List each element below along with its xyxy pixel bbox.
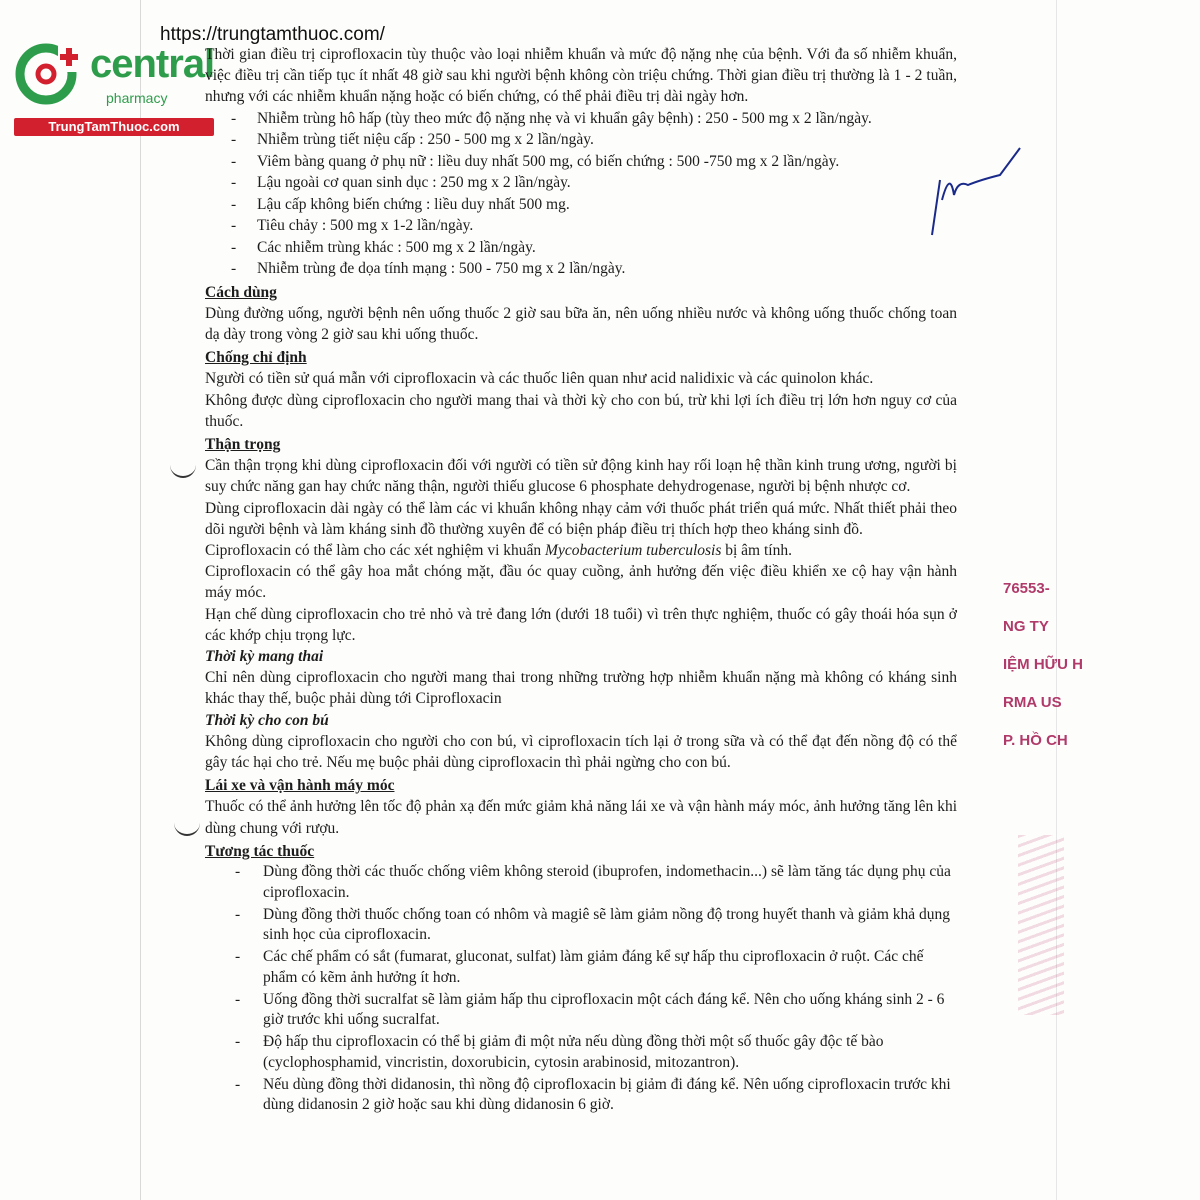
dosage-list: [205, 108, 957, 280]
interactions-heading: Tương tác thuốc: [205, 842, 315, 860]
list-item: - Tiêu chảy : 500 mg x 1-2 lần/ngày.: [205, 215, 957, 237]
breastfeeding-heading: Thời kỳ cho con bú: [205, 711, 329, 729]
document-body: [205, 44, 957, 1117]
list-item: - Nếu dùng đồng thời didanosin, thì nồng độ ciprofloxacin bị giảm đi đáng kể. Nên uống ciprofloxacin trước khi dùng didanosin 2 giờ hoặc sau khi dùng didanosin 6 giờ.: [205, 1075, 957, 1116]
pregnancy-heading: Thời kỳ mang thai: [205, 648, 324, 666]
punch-hole-mark: [174, 820, 200, 836]
company-stamp: [995, 580, 1083, 760]
list-item: - Nhiễm trùng tiết niệu cấp : 250 - 500 mg x 2 lần/ngày.: [205, 129, 957, 151]
logo-subtitle: pharmacy: [106, 90, 168, 106]
contraindications-text-1: Người có tiền sử quá mẫn với ciprofloxacin và các thuốc liên quan như acid nalidixic và các quinolon khác.: [205, 370, 874, 388]
driving-heading: Lái xe và vận hành máy móc: [205, 777, 395, 795]
stamp-partial: [1018, 835, 1064, 1015]
list-item: - Nhiễm trùng hô hấp (tùy theo mức độ nặng nhẹ và vi khuẩn gây bệnh) : 250 - 500 mg x 2 lần/ngày.: [205, 108, 957, 130]
list-item: - Viêm bàng quang ở phụ nữ : liều duy nhất 500 mg, có biến chứng : 500 -750 mg x 2 lần/ngày.: [205, 151, 957, 173]
contraindications-text-2: Không được dùng ciprofloxacin cho người mang thai và thời kỳ cho con bú, trừ khi lợi ích điều trị lớn hơn nguy cơ của thuốc.: [205, 391, 957, 430]
intro-paragraph: Thời gian điều trị ciprofloxacin tùy thuộc vào loại nhiễm khuẩn và mức độ nặng nhẹ của bệnh. Với đa số nhiễm khuẩn, việc điều trị cần tiếp tục ít nhất 48 giờ sau khi người bệnh không còn triệu chứng. Thời gian điều trị thường là 1 - 2 tuần, nhưng với các nhiễm khuẩn nặng hoặc có biến chứng, có thể phải điều trị dài ngày hơn.: [205, 46, 957, 106]
usage-heading: Cách dùng: [205, 283, 277, 301]
stamp-line: IỆM HỮU H: [1003, 656, 1083, 673]
paper-edge-left: [140, 0, 141, 1200]
bacterium-name: Mycobacterium tuberculosis: [545, 542, 722, 560]
breastfeeding-text: Không dùng ciprofloxacin cho người cho con bú, vì ciprofloxacin tích lại ở trong sữa và có thể đạt đến nồng độ có thể gây tác hại cho trẻ. Nếu mẹ buộc phải dùng ciprofloxacin thì phải ngừng cho con bú.: [205, 732, 957, 772]
list-item: - Nhiễm trùng đe dọa tính mạng : 500 - 750 mg x 2 lần/ngày.: [205, 258, 957, 280]
precautions-text-3-before: Ciprofloxacin có thể làm cho các xét nghiệm vi khuẩn: [205, 542, 546, 560]
logo-name: central: [90, 42, 215, 86]
stamp-line: 76553-: [1003, 580, 1050, 597]
interactions-list: [205, 862, 957, 1116]
site-url[interactable]: https://trungtamthuoc.com/: [160, 24, 385, 45]
precautions-text-4: Ciprofloxacin có thể gây hoa mắt chóng mặt, đầu óc quay cuồng, ảnh hưởng đến việc điều khiển xe cộ hay vận hành máy móc.: [205, 563, 957, 602]
list-item: - Độ hấp thu ciprofloxacin có thể bị giảm đi một nửa nếu dùng đồng thời một số thuốc gây độc tế bào (cyclophosphamid, vincristin, doxorubicin, cytosin arabinosid, mitozantron).: [205, 1032, 957, 1073]
precautions-heading: Thận trọng: [205, 436, 281, 454]
pharmacy-logo[interactable]: [10, 38, 220, 138]
precautions-text-1: Cần thận trọng khi dùng ciprofloxacin đối với người có tiền sử động kinh hay rối loạn hệ thần kinh trung ương, người bị suy chức năng gan hay chức năng thận, người thiếu glucose 6 phosphate dehydrogenase, người bị bệnh nhược cơ.: [205, 457, 957, 496]
logo-banner: TrungTamThuoc.com: [14, 118, 214, 136]
list-item: - Dùng đồng thời các thuốc chống viêm không steroid (ibuprofen, indomethacin...) sẽ làm tăng tác dụng phụ của ciprofloxacin.: [205, 862, 957, 903]
driving-text: Thuốc có thể ảnh hưởng lên tốc độ phản xạ đến mức giảm khả năng lái xe và vận hành máy móc, ảnh hưởng tăng lên khi dùng chung với rượu.: [205, 798, 957, 837]
precautions-text-3: [205, 540, 957, 561]
usage-text: Dùng đường uống, người bệnh nên uống thuốc 2 giờ sau bữa ăn, nên uống nhiều nước và không uống thuốc chống toan dạ dày trong vòng 2 giờ sau khi uống thuốc.: [205, 304, 957, 344]
punch-hole-mark: [170, 462, 196, 478]
stamp-line: NG TY: [1003, 618, 1049, 635]
list-item: - Lậu cấp không biến chứng : liều duy nhất 500 mg.: [205, 194, 957, 216]
list-item: - Uống đồng thời sucralfat sẽ làm giảm hấp thu ciprofloxacin một cách đáng kể. Nên cho uống kháng sinh 2 - 6 giờ trước khi uống sucralfat.: [205, 990, 957, 1031]
list-item: - Lậu ngoài cơ quan sinh dục : 250 mg x 2 lần/ngày.: [205, 172, 957, 194]
list-item: - Các chế phẩm có sắt (fumarat, gluconat, sulfat) làm giảm đáng kể sự hấp thu ciprofloxacin ở ruột. Các chế phẩm có kẽm ảnh hưởng ít hơn.: [205, 947, 957, 988]
pharmacy-logo-icon: [10, 38, 90, 118]
stamp-line: P. HỒ CH: [1003, 732, 1068, 749]
signature: [920, 140, 1030, 250]
stamp-line: RMA US: [1003, 694, 1062, 711]
list-item: - Dùng đồng thời thuốc chống toan có nhôm và magiê sẽ làm giảm nồng độ trong huyết thanh và giảm khả dụng sinh học của ciprofloxacin.: [205, 905, 957, 946]
precautions-text-2: Dùng ciprofloxacin dài ngày có thể làm các vi khuẩn không nhạy cảm với thuốc phát triển quá mức. Nhất thiết phải theo dõi người bệnh và làm kháng sinh đồ thường xuyên để có biện pháp điều trị thích hợp theo kháng sinh đồ.: [205, 499, 957, 538]
precautions-text-3-after: bị âm tính.: [721, 542, 792, 560]
precautions-text-5: Hạn chế dùng ciprofloxacin cho trẻ nhỏ và trẻ đang lớn (dưới 18 tuổi) vì trên thực nghiệm, thuốc có gây thoái hóa sụn ở các khớp chịu trọng lực.: [205, 605, 957, 644]
list-item: - Các nhiễm trùng khác : 500 mg x 2 lần/ngày.: [205, 237, 957, 259]
contraindications-heading: Chống chỉ định: [205, 349, 307, 367]
pregnancy-text: Chỉ nên dùng ciprofloxacin cho người mang thai trong những trường hợp nhiễm khuẩn nặng mà không có kháng sinh khác thay thế, buộc phải dùng tới Ciprofloxacin: [205, 669, 957, 708]
